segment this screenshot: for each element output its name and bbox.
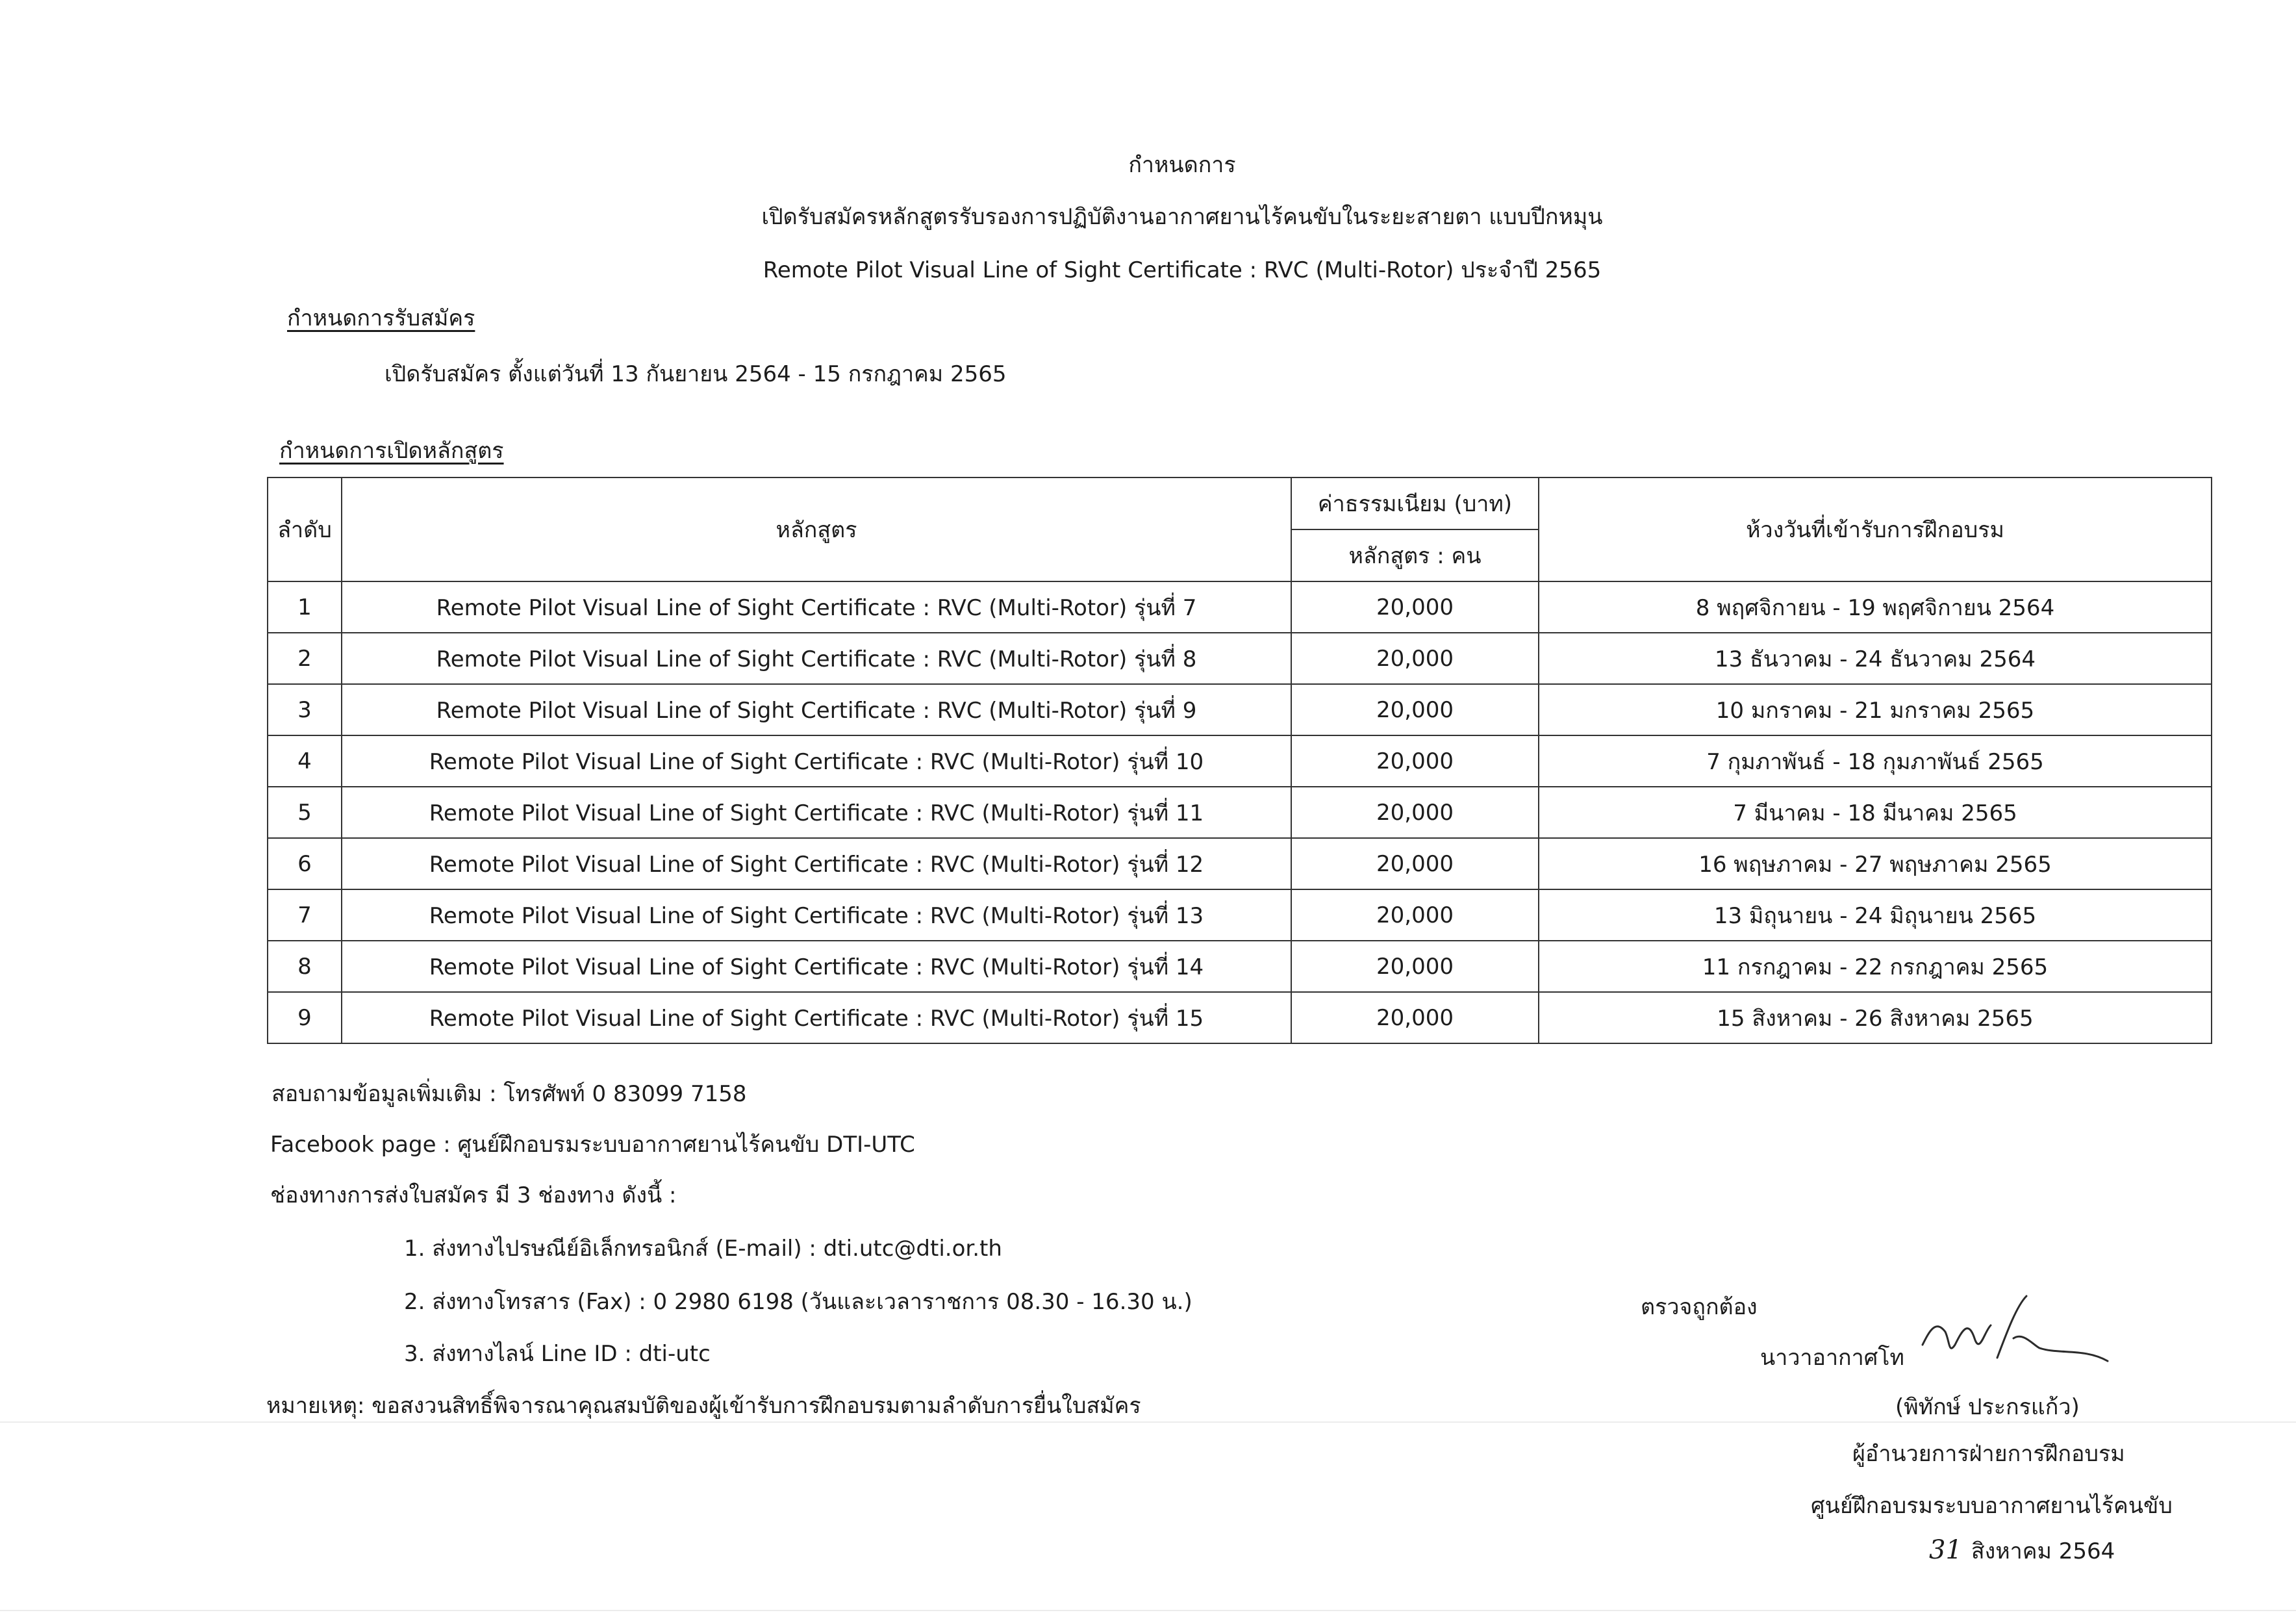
row-course: Remote Pilot Visual Line of Sight Certificate : RVC (Multi-Rotor) รุ่นที่ 11 [342,787,1291,838]
table-row [268,684,2212,735]
scan-artifact-line [0,1610,2296,1611]
channel-email: 1. ส่งทางไปรษณีย์อิเล็กทรอนิกส์ (E-mail) : dti.utc@dti.or.th [404,1236,1002,1262]
row-period: 10 มกราคม - 21 มกราคม 2565 [1539,684,2212,735]
course-schedule-table [267,477,2212,1044]
row-course: Remote Pilot Visual Line of Sight Certificate : RVC (Multi-Rotor) รุ่นที่ 13 [342,889,1291,941]
row-period: 13 ธันวาคม - 24 ธันวาคม 2564 [1539,633,2212,684]
header-fee-unit: หลักสูตร : คน [1291,529,1539,581]
row-course: Remote Pilot Visual Line of Sight Certificate : RVC (Multi-Rotor) รุ่นที่ 8 [342,633,1291,684]
doc-title: กำหนดการ [1128,152,1236,178]
row-course: Remote Pilot Visual Line of Sight Certificate : RVC (Multi-Rotor) รุ่นที่ 9 [342,684,1291,735]
contact-phone: สอบถามข้อมูลเพิ่มเติม : โทรศัพท์ 0 83099 7158 [271,1081,747,1107]
row-fee: 20,000 [1291,581,1539,633]
signer-name: (พิทักษ์ ประกรแก้ว) [1895,1394,2080,1420]
row-period: 13 มิถุนายน - 24 มิถุนายน 2565 [1539,889,2212,941]
header-period: ห้วงวันที่เข้ารับการฝึกอบรม [1539,477,2212,581]
row-no: 4 [268,735,342,787]
row-no: 7 [268,889,342,941]
row-course: Remote Pilot Visual Line of Sight Certificate : RVC (Multi-Rotor) รุ่นที่ 7 [342,581,1291,633]
verified-label: ตรวจถูกต้อง [1641,1294,1758,1320]
registration-section-title: กำหนดการรับสมัคร [287,305,475,331]
row-course: Remote Pilot Visual Line of Sight Certificate : RVC (Multi-Rotor) รุ่นที่ 10 [342,735,1291,787]
row-fee: 20,000 [1291,787,1539,838]
doc-subtitle-thai: เปิดรับสมัครหลักสูตรรับรองการปฏิบัติงานอากาศยานไร้คนขับในระยะสายตา แบบปีกหมุน [761,204,1603,230]
contact-facebook: Facebook page : ศูนย์ฝึกอบรมระบบอากาศยานไร้คนขับ DTI-UTC [270,1132,915,1158]
row-no: 9 [268,992,342,1043]
row-period: 11 กรกฎาคม - 22 กรกฎาคม 2565 [1539,941,2212,992]
channel-fax: 2. ส่งทางโทรสาร (Fax) : 0 2980 6198 (วันและเวลาราชการ 08.30 - 16.30 น.) [404,1289,1192,1315]
row-period: 15 สิงหาคม - 26 สิงหาคม 2565 [1539,992,2212,1043]
row-period: 7 กุมภาพันธ์ - 18 กุมภาพันธ์ 2565 [1539,735,2212,787]
row-course: Remote Pilot Visual Line of Sight Certificate : RVC (Multi-Rotor) รุ่นที่ 14 [342,941,1291,992]
table-row [268,787,2212,838]
signing-day-handwritten: 31 [1929,1535,1962,1565]
row-course: Remote Pilot Visual Line of Sight Certificate : RVC (Multi-Rotor) รุ่นที่ 12 [342,838,1291,889]
note: หมายเหตุ: ขอสงวนสิทธิ์พิจารณาคุณสมบัติของผู้เข้ารับการฝึกอบรมตามลำดับการยื่นใบสมัคร [266,1393,1141,1419]
header-fee: ค่าธรรมเนียม (บาท) [1291,477,1539,529]
row-no: 5 [268,787,342,838]
row-no: 3 [268,684,342,735]
table-row [268,992,2212,1043]
table-row [268,941,2212,992]
header-no: ลำดับ [268,477,342,581]
doc-subtitle-english: Remote Pilot Visual Line of Sight Certificate : RVC (Multi-Rotor) ประจำปี 2565 [763,257,1602,283]
signing-month-year: สิงหาคม 2564 [1971,1538,2115,1564]
signer-organization: ศูนย์ฝึกอบรมระบบอากาศยานไร้คนขับ [1811,1493,2173,1519]
row-period: 16 พฤษภาคม - 27 พฤษภาคม 2565 [1539,838,2212,889]
table-row [268,838,2212,889]
row-no: 1 [268,581,342,633]
signing-date [1929,1533,2115,1568]
row-fee: 20,000 [1291,889,1539,941]
signer-rank: นาวาอากาศโท [1760,1345,1904,1371]
signature-icon [1910,1293,2124,1377]
row-no: 2 [268,633,342,684]
channels-title: ช่องทางการส่งใบสมัคร มี 3 ช่องทาง ดังนี้ : [270,1182,677,1208]
table-row [268,581,2212,633]
row-fee: 20,000 [1291,684,1539,735]
row-course: Remote Pilot Visual Line of Sight Certificate : RVC (Multi-Rotor) รุ่นที่ 15 [342,992,1291,1043]
course-schedule-title: กำหนดการเปิดหลักสูตร [279,438,504,464]
row-fee: 20,000 [1291,633,1539,684]
row-fee: 20,000 [1291,941,1539,992]
row-fee: 20,000 [1291,992,1539,1043]
row-no: 6 [268,838,342,889]
row-period: 8 พฤศจิกายน - 19 พฤศจิกายน 2564 [1539,581,2212,633]
table-row [268,735,2212,787]
channel-line: 3. ส่งทางไลน์ Line ID : dti-utc [404,1341,711,1367]
row-fee: 20,000 [1291,735,1539,787]
registration-period: เปิดรับสมัคร ตั้งแต่วันที่ 13 กันยายน 2564 - 15 กรกฎาคม 2565 [385,361,1007,387]
table-row [268,633,2212,684]
signer-position: ผู้อำนวยการฝ่ายการฝึกอบรม [1852,1441,2125,1467]
table-row [268,889,2212,941]
header-course: หลักสูตร [342,477,1291,581]
row-period: 7 มีนาคม - 18 มีนาคม 2565 [1539,787,2212,838]
row-fee: 20,000 [1291,838,1539,889]
row-no: 8 [268,941,342,992]
